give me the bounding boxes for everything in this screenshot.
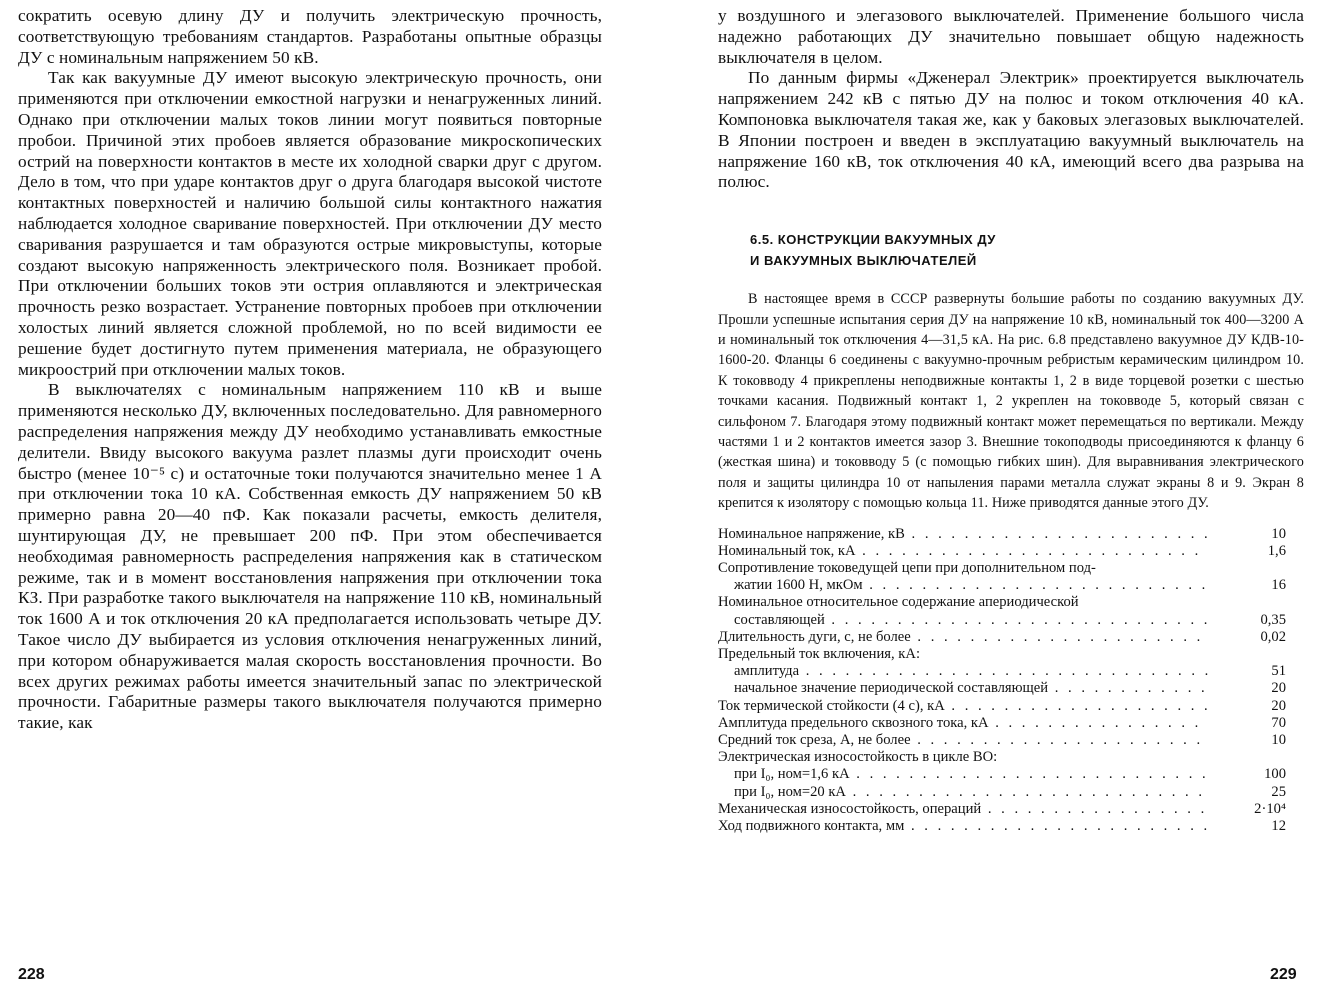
spec-label: Номинальное относительное содержание апериодической — [718, 594, 1079, 611]
spec-label: Электрическая износостойкость в цикле ВО: — [718, 749, 998, 766]
spec-row — [718, 680, 1304, 697]
spec-label: Амплитуда предельного сквозного тока, кА . . . — [718, 715, 1208, 732]
spec-label: жатии 1600 Н, мкОм . . . — [718, 577, 1208, 594]
spec-label: при I₀, ном=1,6 кА . . . — [718, 766, 1208, 783]
spec-row — [718, 766, 1304, 783]
spec-value: 0,35 — [1260, 611, 1286, 628]
spec-value: 0,02 — [1260, 628, 1286, 645]
spec-row — [718, 526, 1304, 543]
spec-value: 10 — [1271, 732, 1286, 749]
spec-label: Сопротивление токоведущей цепи при дополнительном под- — [718, 560, 1096, 577]
spec-label: Средний ток среза, А, не более . . . — [718, 732, 1208, 749]
spec-value: 12 — [1271, 818, 1286, 835]
spec-value: 25 — [1271, 783, 1286, 800]
spec-value: 2·10⁴ — [1254, 800, 1286, 817]
spec-row — [718, 784, 1304, 801]
spec-value: 100 — [1264, 766, 1286, 783]
left-paragraph-3: В выключателях с номинальным напряжением 110 кВ и выше применяются несколько ДУ, включенных последовательно. Для равномерного распределения напряжения между ДУ необходимо устанавливать емкостные делители. Ввиду высокого вакуума разлет плазмы дуги происходит очень быстро (менее 10⁻⁵ с) и остаточные токи получаются значительно менее 1 А при отключении тока 10 кА. Собственная емкость ДУ напряжением 50 кВ примерно равна 20—40 пФ. Как показали расчеты, емкость делителя, шунтирующая ДУ, не превышает 200 пФ. При этом обеспечивается необходимая равномерность распределения напряжения как в статическом режиме, так и в момент восстановления напряжения при отключении тока КЗ. При разработке такого выключателя на напряжение 110 кВ, номинальный ток 1600 А и ток отключения 20 кА предполагается использовать четыре ДУ. Такое число ДУ выбирается из условия отключения ненагруженных линий, при котором обнаруживается малая скорость восстановления прочности. Во всех других режимах работы имеется значительный запас по электрической прочности. Габаритные размеры такого выключателя получаются примерно такие, как — [18, 380, 602, 733]
spec-label: составляющей . . . — [718, 612, 1208, 629]
right-paragraph-2: По данным фирмы «Дженерал Электрик» проектируется выключатель напряжением 242 кВ с пятью ДУ на полюс и током отключения 40 кА. Компоновка выключателя такая же, как у баковых элегазовых выключателей. В Японии построен и введен в эксплуатацию вакуумный выключатель на напряжение 160 кВ, ток отключения 40 кА, имеющий всего два разрыва на полюс. — [718, 68, 1304, 192]
spec-row — [718, 801, 1304, 818]
spec-row — [718, 818, 1304, 835]
spec-value: 20 — [1271, 680, 1286, 697]
spec-label: Номинальное напряжение, кВ . . . — [718, 526, 1208, 543]
spec-label: Длительность дуги, с, не более . . . — [718, 629, 1208, 646]
section-heading-line-1: 6.5. КОНСТРУКЦИИ ВАКУУМНЫХ ДУ — [750, 232, 996, 248]
spec-row — [718, 663, 1304, 680]
spec-label: Ток термической стойкости (4 с), кА . . . — [718, 698, 1208, 715]
spec-value: 70 — [1271, 714, 1286, 731]
spec-value: 51 — [1271, 663, 1286, 680]
spec-label: Номинальный ток, кА . . . — [718, 543, 1208, 560]
spec-label: Предельный ток включения, кА: — [718, 646, 920, 663]
spec-row — [718, 732, 1304, 749]
right-page — [718, 0, 1304, 835]
spec-row — [718, 629, 1304, 646]
spec-row — [718, 560, 1304, 577]
section-heading-line-2: И ВАКУУМНЫХ ВЫКЛЮЧАТЕЛЕЙ — [750, 253, 977, 269]
specifications-table — [718, 526, 1304, 836]
left-paragraph-1: сократить осевую длину ДУ и получить электрическую прочность, соответствующую требованиям стандартов. Разработаны опытные образцы ДУ с номинальным напряжением 50 кВ. — [18, 6, 602, 67]
spec-label: при I₀, ном=20 кА . . . — [718, 784, 1208, 801]
spec-label: Ход подвижного контакта, мм . . . — [718, 818, 1208, 835]
spec-label: Механическая износостойкость, операций . . . — [718, 801, 1208, 818]
spec-row — [718, 749, 1304, 766]
spec-row — [718, 577, 1304, 594]
page-number-right: 229 — [1270, 966, 1297, 983]
spec-label: амплитуда . . . — [718, 663, 1208, 680]
spec-value: 16 — [1271, 577, 1286, 594]
left-paragraph-2: Так как вакуумные ДУ имеют высокую электрическую прочность, они применяются при отключении емкостной нагрузки и ненагруженных линий. Однако при отключении малых токов линии могут появиться повторные пробои. Причиной этих пробоев является образование микроскопических острий на поверхности контактов в месте их холодной сварки друг с другом. Дело в том, что при ударе контактов друг о друга благодаря высокой чистоте контактных поверхностей и наличию большой силы контактного нажатия наблюдается холодное сваривание поверхностей. При отключении ДУ место сваривания разрушается и там образуются острые микровыступы, которые создают высокую напряженность электрического поля. Возникает пробой. При отключении больших токов эти острия оплавляются и электрическая прочность резко возрастает. Устранение повторных пробоев при отключении холостых линий является сложной проблемой, но по всей видимости ее решение будет достигнуто путем применения материала, не образующего микроострий при отключении малых токов. — [18, 68, 602, 379]
spec-row — [718, 698, 1304, 715]
spec-row — [718, 612, 1304, 629]
left-page — [18, 0, 602, 734]
spec-row — [718, 646, 1304, 663]
spec-row — [718, 594, 1304, 611]
spec-value: 20 — [1271, 697, 1286, 714]
body-paragraph-small: В настоящее время в СССР развернуты большие работы по созданию вакуумных ДУ. Прошли успешные испытания серия ДУ на напряжение 10 кВ, номинальный ток 400—3200 А и номинальный ток отключения 4—31,5 кА. На рис. 6.8 представлено вакуумное ДУ КДВ-10-1600-20. Фланцы 6 соединены с вакуумно-прочным ребристым керамическим цилиндром 10. К токовводу 4 прикреплены неподвижные контакты 1, 2 в виде торцевой розетки с шестью точками касания. Подвижный контакт 1, 2 укреплен на токовводе 5, который связан с сильфоном 7. Благодаря этому подвижный контакт может перемещаться по вертикали. Между частями 1 и 2 контактов имеется зазор 3. Внешние токоподводы присоединяются к фланцу 6 (жесткая шина) и токовводу 5 (с помощью гибких шин). Для выравнивания электрического поля и защиты цилиндра 10 от напыления парами металла служат экраны 8 и 9. Экран 8 крепится к изолятору с помощью кольца 11. Ниже приводятся данные этого ДУ. — [718, 291, 1304, 512]
spec-row — [718, 543, 1304, 560]
section-heading — [750, 229, 1304, 271]
spec-value: 10 — [1271, 525, 1286, 542]
spec-label: начальное значение периодической составляющей . . . — [718, 680, 1208, 697]
spec-value: 1,6 — [1267, 542, 1286, 559]
page-number-left: 228 — [18, 966, 45, 983]
right-paragraph-1: у воздушного и элегазового выключателей. Применение большого числа надежно работающих ДУ значительно повышает общую надежность выключателя в целом. — [718, 6, 1304, 67]
spec-row — [718, 715, 1304, 732]
